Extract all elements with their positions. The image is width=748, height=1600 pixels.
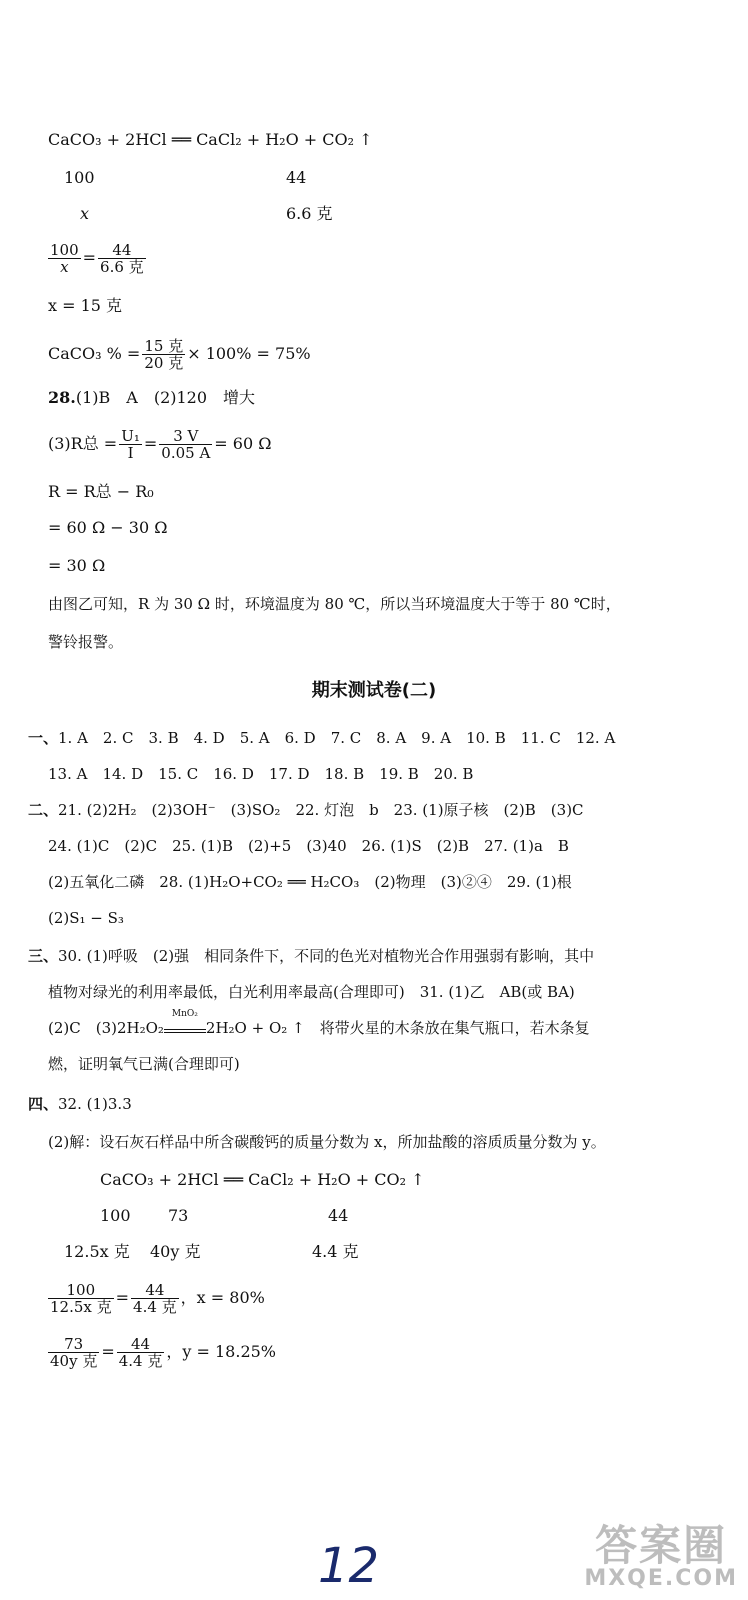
mass-value: 44 <box>328 1206 349 1225</box>
fraction: $\frac{3 V}{0.05 A}$ <box>161 427 211 462</box>
answers-section-3: 三、30. (1)呼吸 (2)强 相同条件下，不同的色光对植物光合作用强弱有影响，其中 <box>28 947 595 965</box>
fraction: $\frac{\text{U₁}}{I}$ <box>121 427 140 462</box>
solution-intro: (2)解：设石灰石样品中所含碳酸钙的质量分数为 x，所加盐酸的溶质质量分数为 y。 <box>48 1133 606 1151</box>
reaction-condition: MnO₂ <box>164 1020 206 1033</box>
mass-value: 73 <box>168 1206 189 1225</box>
page-number: 12 <box>318 1538 380 1594</box>
answers-line: 24. (1)C (2)C 25. (1)B (2)+5 (3)40 26. (1)S (2)B 27. (1)a B <box>48 837 569 855</box>
ratio-equation: $\frac{73}{\text{40y 克}}$ = $\frac{44}{\text{4.4 克}}$ ，y = 18.25% <box>50 1335 277 1370</box>
mass-value: x <box>80 204 90 223</box>
watermark-logo: 答案圈 MXQE.COM <box>584 1521 738 1591</box>
question-28-part1: 28.(1)B A (2)120 增大 <box>48 388 256 407</box>
fraction: $\frac{\text{15 克}}{\text{20 克}}$ <box>144 337 184 372</box>
answers-section-1: 一、1. A 2. C 3. B 4. D 5. A 6. D 7. C 8. A 9. A 10. B 11. C 12. A <box>28 729 616 747</box>
ratio-equation: $\frac{100}{x}$ = $\frac{44}{\text{6.6 克}}$ <box>50 241 144 276</box>
fraction: $\frac{44}{\text{6.6 克}}$ <box>100 241 144 276</box>
answers-line: (2)S₁ − S₃ <box>48 909 124 927</box>
section-title: 期末测试卷(二) <box>311 680 437 701</box>
answers-section-4: 四、32. (1)3.3 <box>28 1095 132 1113</box>
mass-value: 44 <box>286 168 307 187</box>
chem-equation-2: CaCO₃ + 2HCl ══ CaCl₂ + H₂O + CO₂ ↑ <box>100 1170 425 1189</box>
mass-value: 100 <box>100 1206 131 1225</box>
mass-value: 40y 克 <box>150 1242 201 1261</box>
fraction: $\frac{100}{\text{12.5x 克}}$ <box>50 1281 112 1316</box>
fraction: $\frac{44}{\text{4.4 克}}$ <box>118 1335 163 1370</box>
fraction: $\frac{73}{\text{40y 克}}$ <box>50 1335 98 1370</box>
answers-line: 燃，证明氧气已满(合理即可) <box>48 1055 240 1073</box>
mass-value: 4.4 克 <box>312 1242 359 1261</box>
conclusion-text: 警铃报警。 <box>48 633 124 651</box>
answers-section-2: 二、21. (2)2H₂ (2)3OH⁻ (3)SO₂ 22. 灯泡 b 23. (1)原子核 (2)B (3)C <box>28 801 584 819</box>
result-x: x = 15 克 <box>48 296 123 315</box>
mass-value: 100 <box>64 168 95 187</box>
conclusion-text: 由图乙可知，R 为 30 Ω 时，环境温度为 80 ℃，所以当环境温度大于等于 80 ℃时， <box>48 595 621 613</box>
answers-line-with-reaction: (2)C (3)2H₂O₂ MnO₂ 2H₂O + O₂ ↑ 将带火星的木条放在集气瓶口，若木条复 <box>48 1009 590 1037</box>
question-28-part3: (3)R总 = $\frac{\text{U₁}}{I}$ = $\frac{3 V}{0.05 A}$ = 60 Ω <box>48 427 272 462</box>
resistance-line: = 30 Ω <box>48 556 106 575</box>
answers-line: (2)五氧化二磷 28. (1)H₂O+CO₂ ══ H₂CO₃ (2)物理 (3)②④ 29. (1)根 <box>48 873 572 891</box>
fraction: $\frac{100}{x}$ <box>50 241 79 276</box>
mass-value: 12.5x 克 <box>64 1242 130 1261</box>
answers-line: 13. A 14. D 15. C 16. D 17. D 18. B 19. B 20. B <box>48 765 474 783</box>
chem-equation-1: CaCO₃ + 2HCl ══ CaCl₂ + H₂O + CO₂ ↑ <box>48 130 373 149</box>
fraction: $\frac{44}{\text{4.4 克}}$ <box>133 1281 177 1316</box>
resistance-line: R = R总 − R₀ <box>48 482 154 501</box>
mass-value: 6.6 克 <box>286 204 333 223</box>
answers-line: 植物对绿光的利用率最低，白光利用率最高(合理即可) 31. (1)乙 AB(或 BA) <box>48 983 575 1001</box>
resistance-line: = 60 Ω − 30 Ω <box>48 518 168 537</box>
ratio-equation: $\frac{100}{\text{12.5x 克}}$ = $\frac{44}{\text{4.4 克}}$ ，x = 80% <box>50 1281 265 1316</box>
percentage-equation: CaCO₃ % = $\frac{\text{15 克}}{\text{20 克}}$ × 100% = 75% <box>48 337 311 372</box>
